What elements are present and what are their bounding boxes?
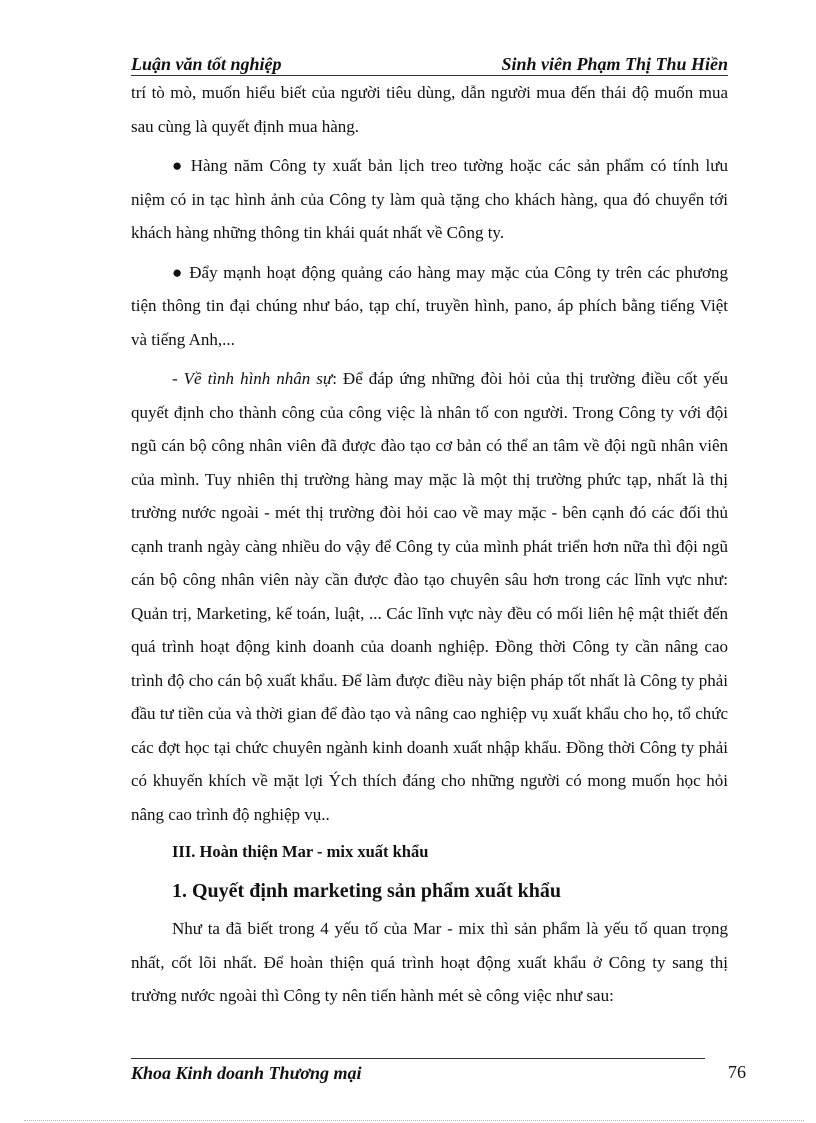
document-body [131, 76, 728, 1013]
paragraph-continuation: trí tò mò, muốn hiểu biết của người tiêu dùng, dẫn người mua đến thái độ muốn mua sau cùng là quyết định mua hàng. [131, 83, 728, 136]
paragraph-personnel [131, 362, 728, 831]
page-number: 76 [728, 1062, 746, 1082]
footer-faculty: Khoa Kinh doanh Thương mại [131, 1063, 362, 1083]
paragraph-product-intro: Như ta đã biết trong 4 yếu tố của Mar - mix thì sản phẩm là yếu tố quan trọng nhất, cốt lõi nhất. Để hoàn thiện quá trình hoạt động xuất khẩu ở Công ty sang thị trường nước ngoài thì Công ty nên tiến hành mét sè công việc như sau: [131, 919, 728, 1005]
paragraph-bullet-advertising: ● Đẩy mạnh hoạt động quảng cáo hàng may mặc của Công ty trên các phương tiện thông tin đại chúng như báo, tạp chí, truyền hình, pano, áp phích bằng tiếng Việt và tiếng Anh,... [131, 262, 728, 349]
paragraph-bullet-calendar: ● Hàng năm Công ty xuất bản lịch treo tường hoặc các sản phẩm có tính lưu niệm có in tạc hình ảnh của Công ty làm quà tặng cho khách hàng, qua đó chuyển tới khách hàng những thông tin khái quát nhất về Công ty. [131, 156, 728, 242]
subsection-heading: 1. Quyết định marketing sản phẩm xuất khẩu [172, 880, 561, 902]
header-thesis-label: Luận văn tốt nghiệp [131, 54, 282, 74]
personnel-text: : Để đáp ứng những đòi hỏi của thị trường điều cốt yếu quyết định cho thành công của công việc là nhân tố con người. Trong Công ty với đội ngũ cán bộ công nhân viên đã được đào tạo cơ bản có thể an tâm về đội ngũ nhân viên của mình. Tuy nhiên thị trường hàng may mặc là một thị trường phức tạp, nhất là thị trường nước ngoài - mét thị trường đòi hỏi cao về may mặc - bên cạnh đó các đối thủ cạnh tranh ngày càng nhiều do vậy để Công ty của mình phát triển hơn nữa thì đội ngũ cán bộ công nhân viên này cần được đào tạo chuyên sâu hơn trong các lĩnh vực như: Quản trị, Marketing, kế toán, luật, ... Các lĩnh vực này đều có mối liên hệ mật thiết đến quá trình hoạt động kinh doanh của doanh nghiệp. Đồng thời Công ty cần nâng cao trình độ cho cán bộ xuất khẩu. Để làm được điều này biện pháp tốt nhất là Công ty phải đầu tư tiền của và thời gian để đào tạo và nâng cao nghiệp vụ xuất khẩu cho họ, tổ chức các đợt học tại chức chuyên ngành kinh doanh xuất nhập khẩu. Đồng thời Công ty phải có khuyến khích về mặt lợi Ých thích đáng cho những người có mong muốn học hỏi nâng cao trình độ nghiệp vụ.. [131, 369, 728, 824]
section-heading: III. Hoàn thiện Mar - mix xuất khẩu [172, 842, 429, 861]
header-student-name: Sinh viên Phạm Thị Thu Hiền [501, 54, 728, 74]
personnel-prefix: - [172, 369, 184, 388]
page-edge-divider [24, 1120, 804, 1121]
personnel-italic-lead: Về tình hình nhân sự [183, 369, 333, 388]
page-header [131, 52, 728, 76]
footer-divider [131, 1058, 705, 1059]
